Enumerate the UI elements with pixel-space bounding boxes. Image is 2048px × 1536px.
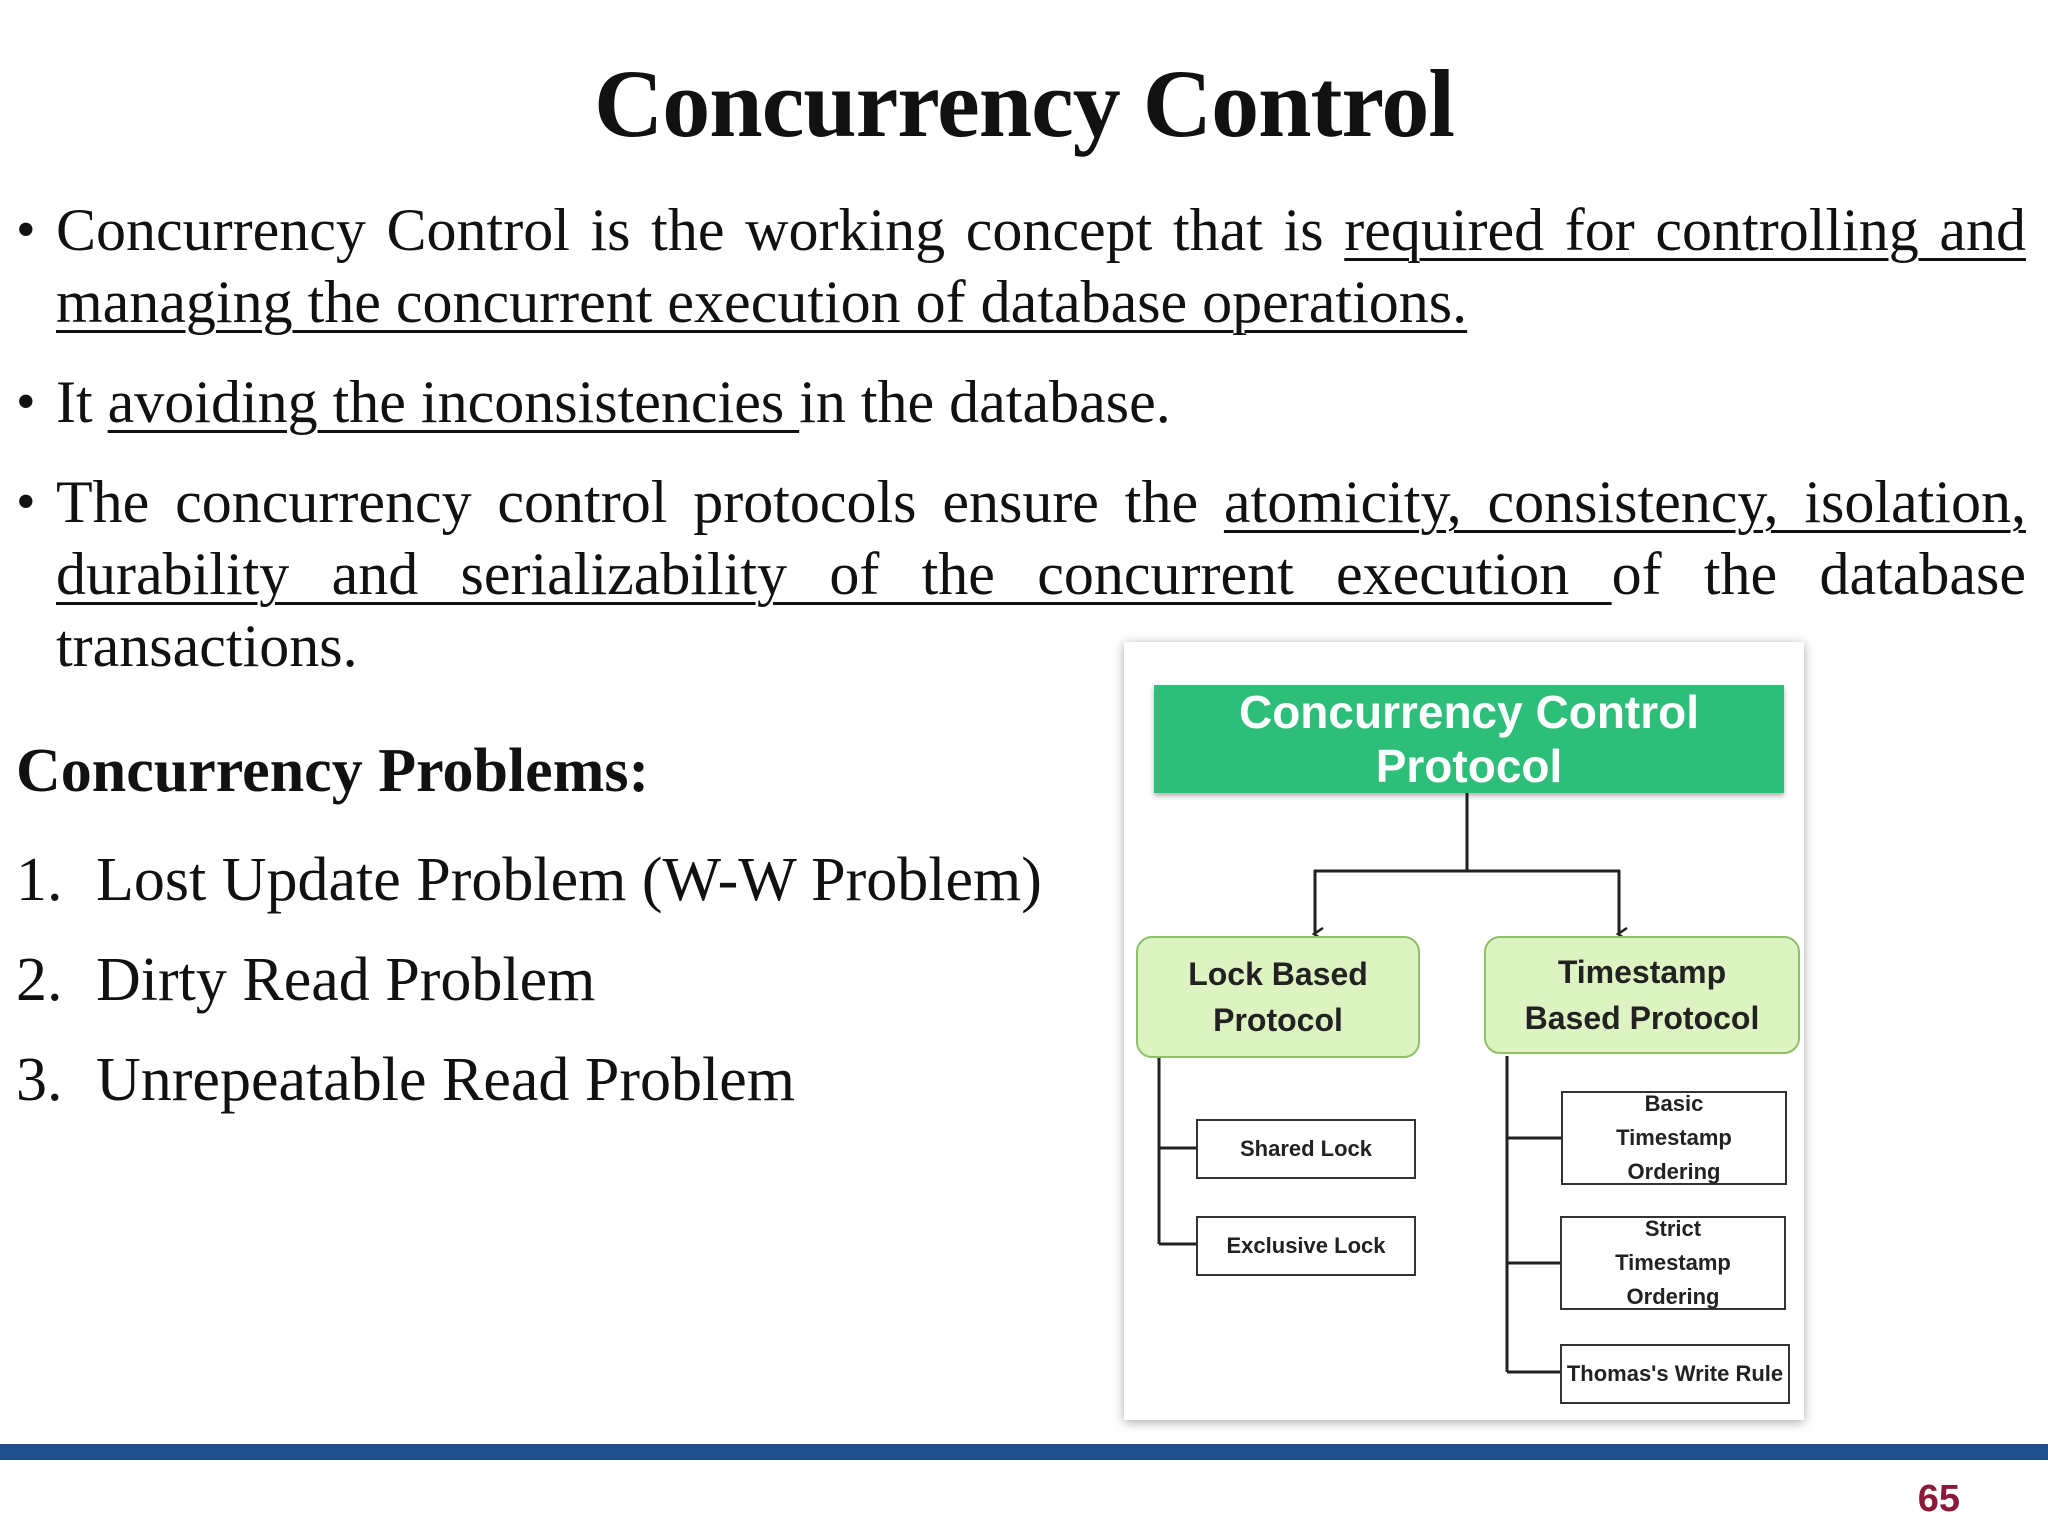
strict-timestamp-ordering-box: Strict Timestamp Ordering: [1560, 1216, 1786, 1310]
bullet-text: Concurrency Control is the working concept that is: [56, 197, 1345, 263]
slide-title: Concurrency Control: [593, 50, 1455, 157]
problem-number: 2.: [16, 946, 63, 1014]
basic-timestamp-ordering-box: Basic Timestamp Ordering: [1561, 1091, 1787, 1185]
lock-based-protocol-box: Lock Based Protocol: [1136, 936, 1420, 1058]
problem-item: [16, 930, 1042, 1030]
thomas-write-rule-box: Thomas's Write Rule: [1560, 1344, 1790, 1404]
problem-label: Unrepeatable Read Problem: [96, 1046, 795, 1114]
problem-label: Lost Update Problem (W-W Problem): [96, 846, 1042, 914]
problem-item: [16, 830, 1042, 930]
bullet-underlined-text: atomicity, consistency, isolation, durability and serializability of the concurrent execution: [56, 469, 2026, 607]
root-protocol-box: Concurrency Control Protocol: [1154, 685, 1784, 793]
page-number: 65: [1917, 1478, 1960, 1520]
problem-item: [16, 1030, 1042, 1130]
problem-number: 1.: [16, 846, 63, 914]
bullet-purpose: [16, 366, 2026, 438]
bullet-text: in the database.: [799, 369, 1171, 435]
bullet-text: It: [56, 369, 108, 435]
bullet-text: of the database transactions.: [56, 541, 2026, 679]
bullet-definition: [16, 194, 2026, 338]
problem-label: Dirty Read Problem: [96, 946, 596, 1014]
protocol-diagram: [1124, 642, 1804, 1420]
bullet-underlined-text: required for controlling and managing the concurrent execution of database operations.: [56, 197, 2026, 335]
bullet-list: [16, 194, 2026, 710]
problems-list: [16, 830, 1042, 1130]
problem-number: 3.: [16, 1046, 63, 1114]
bullet-text: The concurrency control protocols ensure the: [56, 469, 1224, 535]
exclusive-lock-box: Exclusive Lock: [1196, 1216, 1416, 1276]
bullet-underlined-text: avoiding the inconsistencies: [107, 369, 800, 435]
footer-bar: [0, 1444, 2048, 1460]
shared-lock-box: Shared Lock: [1196, 1119, 1416, 1179]
problems-heading: Concurrency Problems:: [16, 737, 650, 805]
timestamp-based-protocol-box: Timestamp Based Protocol: [1484, 936, 1800, 1054]
